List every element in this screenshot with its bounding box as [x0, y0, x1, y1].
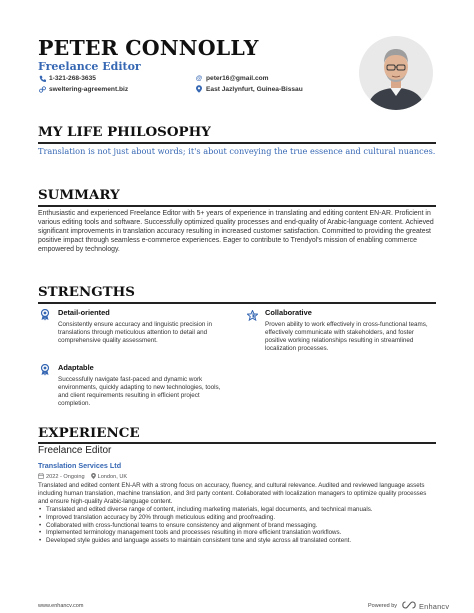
strength-item	[38, 363, 228, 408]
powered-by-label: Powered by	[368, 603, 398, 609]
location-icon	[195, 85, 203, 93]
strength-title: Collaborative	[265, 308, 312, 317]
enhancv-logo-icon	[402, 601, 416, 611]
phone-text[interactable]: 1-321-268-3635	[49, 74, 96, 82]
star-icon	[247, 308, 257, 320]
philosophy-heading: MY LIFE PHILOSOPHY	[38, 124, 211, 140]
footer-site[interactable]: www.enhancv.com	[38, 603, 84, 609]
profile-photo	[359, 36, 433, 110]
summary-rule	[38, 205, 436, 207]
philosophy-text: Translation is not just about words; it's about conveying the true essence and cultural nuances.	[38, 146, 436, 156]
contact-location	[195, 85, 303, 93]
strength-text: Successfully navigate fast-paced and dynamic work environments, quickly adapting to new technologies, tools, and client requirements resulting in efficient project completion.	[58, 376, 221, 407]
strengths-rule	[38, 302, 436, 304]
experience-rule	[38, 442, 436, 444]
experience-dates: 2022 - Ongoing	[46, 474, 85, 480]
experience-description: Translated and edited content EN-AR with a strong focus on accuracy, fluency, and cultural relevance. Audited and reviewed language assets including human translation, machine translation, and 3rd party content. Collaborated with localization managers to optimize quality processes and ensure high-quality Arabic-language content.	[38, 482, 427, 505]
philosophy-rule	[38, 142, 436, 144]
list-item: • Translated and edited diverse range of content, including marketing materials, legal documents, and technical manuals.	[38, 506, 438, 514]
candidate-name: PETER CONNOLLY	[38, 36, 259, 60]
footer-powered	[368, 601, 449, 611]
contact-email	[195, 74, 269, 82]
strength-title: Detail-oriented	[58, 308, 110, 317]
experience-meta	[38, 473, 127, 481]
candidate-title: Freelance Editor	[38, 60, 141, 73]
experience-role: Freelance Editor	[38, 445, 112, 456]
at-icon: @	[195, 74, 203, 82]
experience-bullets	[38, 506, 438, 545]
experience-heading: EXPERIENCE	[38, 425, 140, 441]
list-item: • Developed style guides and language assets to maintain consistent tone and style across all translated content.	[38, 537, 438, 545]
location-text: East Jazlynfurt, Guinea-Bissau	[206, 85, 303, 93]
strength-text: Consistently ensure accuracy and linguistic precision in translations through meticulous attention to detail and comprehensive quality assessment.	[58, 321, 213, 344]
ribbon-icon	[40, 363, 50, 375]
contact-website	[38, 85, 128, 93]
contact-phone	[38, 74, 96, 82]
list-item: • Collaborated with cross-functional teams to ensure consistency and alignment of brand messaging.	[38, 522, 438, 530]
experience-location: London, UK	[97, 474, 128, 480]
list-item: • Improved translation accuracy by 20% through meticulous editing and proofreading.	[38, 514, 438, 522]
website-text[interactable]: sweltering-agreement.biz	[49, 85, 129, 93]
strength-title: Adaptable	[58, 363, 94, 372]
strengths-heading: STRENGTHS	[38, 284, 135, 300]
list-item: • Implemented terminology management tools and processes resulting in more efficient translation workflows.	[38, 529, 438, 537]
link-icon	[38, 85, 46, 93]
email-text[interactable]: peter16@gmail.com	[206, 74, 269, 82]
summary-text: Enthusiastic and experienced Freelance Editor with 5+ years of experience in translating and editing content EN-AR. Proficient in various editing tools and software. Successfully optimized quality processes and end-quality of Arabic-language content. Achieved significant improvements in translation accuracy resulting in increased customer satisfaction. Committed to providing the greatest positive impact through seamless e-commerce experiences. Eager to contribute to Trendyol's mission of enabling commerce empowered by technology.	[38, 210, 434, 253]
enhancv-brand[interactable]: Enhancv	[419, 601, 450, 611]
strength-text: Proven ability to work effectively in cross-functional teams, effectively communicate with stakeholders, and foster positive working relationships resulting in streamlined localization processes.	[265, 321, 428, 352]
calendar-icon	[38, 473, 44, 481]
summary-heading: SUMMARY	[38, 187, 120, 203]
location-icon	[91, 473, 96, 481]
strength-item	[245, 308, 435, 353]
ribbon-icon	[40, 308, 50, 320]
strength-item	[38, 308, 228, 345]
experience-company: Translation Services Ltd	[38, 461, 122, 470]
phone-icon	[38, 74, 46, 82]
